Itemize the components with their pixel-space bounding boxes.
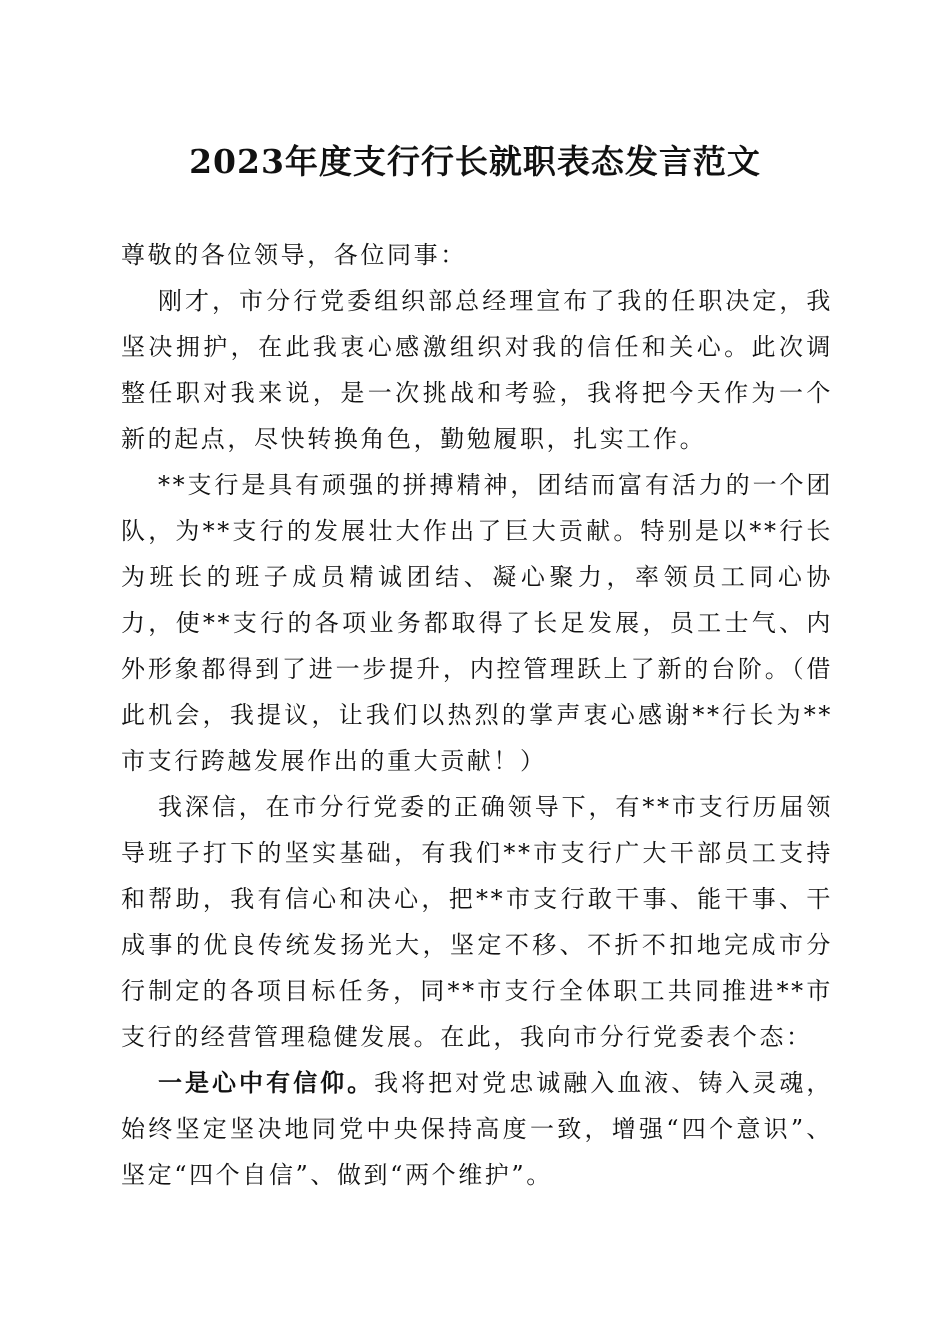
point-one-paragraph — [121, 1060, 833, 1198]
document-title: 2023年度支行行长就职表态发言范文 — [189, 142, 761, 181]
point-one-lead: 一是心中有信仰。 — [158, 1068, 375, 1097]
paragraph: 我深信，在市分行党委的正确领导下，有**市支行历届领导班子打下的坚实基础，有我们**市支行广大干部员工支持和帮助，我有信心和决心，把**市支行敢干事、能干事、干成事的优良传统发扬光大，坚定不移、不折不扣地完成市分行制定的各项目标任务，同**市支行全体职工共同推进**市支行的经营管理稳健发展。在此，我向市分行党委表个态： — [121, 793, 833, 1051]
paragraph: 刚才，市分行党委组织部总经理宣布了我的任职决定，我坚决拥护，在此我衷心感激组织对我的信任和关心。此次调整任职对我来说，是一次挑战和考验，我将把今天作为一个新的起点，尽快转换角色，勤勉履职，扎实工作。 — [121, 287, 833, 453]
document-body — [121, 232, 833, 1198]
point-one-text: 我将把对党忠诚融入血液、铸入灵魂，始终坚定坚决地同党中央保持高度一致，增强“四个意识”、坚定“四个自信”、做到“两个维护”。 — [121, 1069, 833, 1189]
salutation: 尊敬的各位领导，各位同事： — [121, 241, 467, 269]
paragraph: **支行是具有顽强的拼搏精神，团结而富有活力的一个团队，为**支行的发展壮大作出了巨大贡献。特别是以**行长为班长的班子成员精诚团结、凝心聚力，率领员工同心协力，使**支行的各项业务都取得了长足发展，员工士气、内外形象都得到了进一步提升，内控管理跃上了新的台阶。（借此机会，我提议，让我们以热烈的掌声衷心感谢**行长为**市支行跨越发展作出的重大贡献！） — [121, 471, 833, 775]
